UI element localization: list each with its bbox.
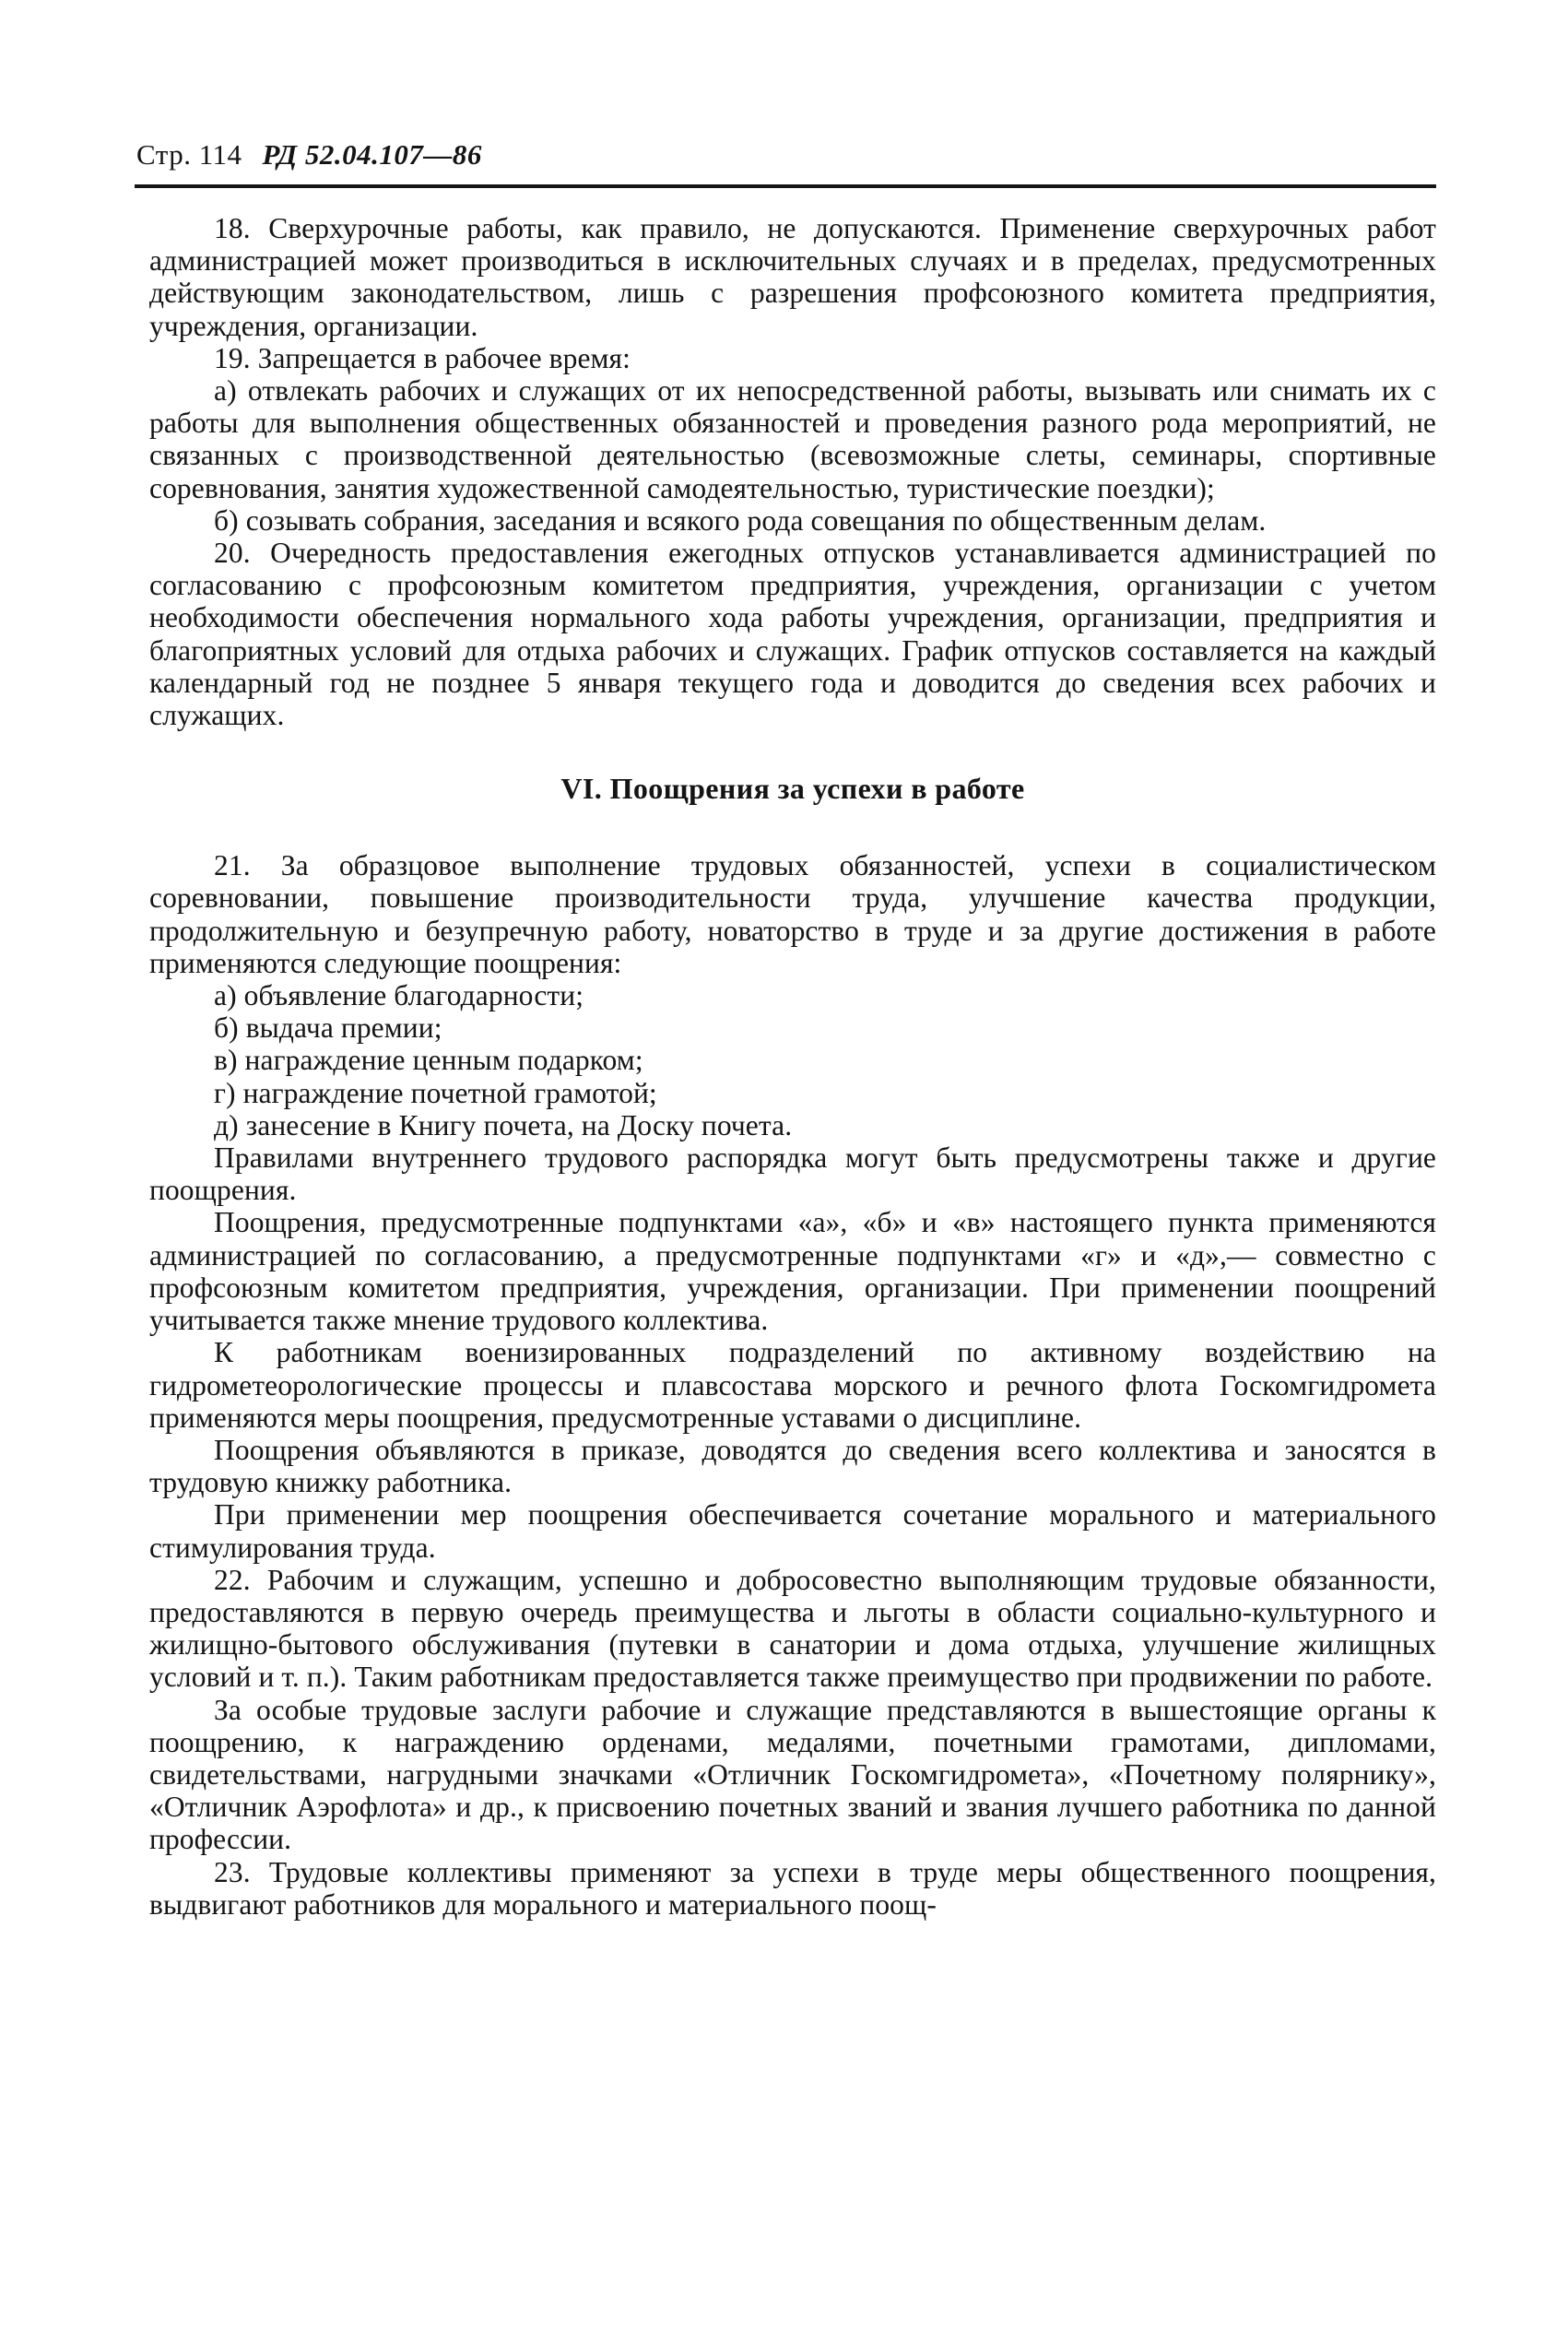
paragraph-18: 18. Сверхурочные работы, как правило, не допускаются. Применение сверхурочных работ администрацией может производиться в исключительных случаях и в пределах, предусмотренных действующим законодательством, лишь с разрешения профсоюзного комитета предприятия, учреждения, организации.: [149, 212, 1436, 342]
paragraph-incentive-approval: Поощрения, предусмотренные подпунктами «а», «б» и «в» настоящего пункта применяются администрацией по согласованию, а предусмотренные подпунктами «г» и «д»,— совместно с профсоюзным комитетом предприятия, учреждения, организации. При применении поощрений учитывается также мнение трудового коллектива.: [149, 1206, 1436, 1337]
document-code: РД 52.04.107—86: [262, 138, 482, 171]
paragraph-moral-material: При применении мер поощрения обеспечивается сочетание морального и материального стимулирования труда.: [149, 1498, 1436, 1564]
list-item: г) награждение почетной грамотой;: [214, 1076, 657, 1109]
paragraph-announcement: Поощрения объявляются в приказе, доводятся до сведения всего коллектива и заносятся в трудовую книжку работника.: [149, 1433, 1436, 1499]
paragraph-special-merits: За особые трудовые заслуги рабочие и служащие представляются в вышестоящие органы к поощрению, к награждению орденами, медалями, почетными грамотами, дипломами, свидетельствами, нагрудными значками «Отличник Госкомгидромета», «Почетному полярнику», «Отличник Аэрофлота» и др., к присвоению почетных званий и звания лучшего работника по данной профессии.: [149, 1693, 1436, 1856]
list-item: в) награждение ценным подарком;: [214, 1044, 643, 1077]
list-item: д) занесение в Книгу почета, на Доску почета.: [214, 1108, 793, 1141]
paragraph-19-a: а) отвлекать рабочих и служащих от их непосредственной работы, вызывать или снимать их с работы для выполнения общественных обязанностей и проведения разного рода мероприятий, не связанных с производственной деятельностью (всевозможные слеты, семинары, спортивные соревнования, занятия художественной самодеятельностью, туристические поездки);: [149, 374, 1436, 504]
paragraph-other-incentives: Правилами внутреннего трудового распорядка могут быть предусмотрены также и другие поощрения.: [149, 1141, 1436, 1207]
paragraph-19-b: б) созывать собрания, заседания и всякого рода совещания по общественным делам.: [214, 503, 1267, 537]
paragraph-20: 20. Очередность предоставления ежегодных отпусков устанавливается администрацией по согласованию с профсоюзным комитетом предприятия, учреждения, организации с учетом необходимости обеспечения нормального хода работы учреждения, организации, предприятия и благоприятных условий для отдыха рабочих и служащих. График отпусков составляется на каждый календарный год не позднее 5 января текущего года и доводится до сведения всех рабочих и служащих.: [149, 537, 1436, 732]
paragraph-22: 22. Рабочим и служащим, успешно и добросовестно выполняющим трудовые обязанности, предоставляются в первую очередь преимущества и льготы в области социально-культурного и жилищно-бытового обслуживания (путевки в санатории и дома отдыха, улучшение жилищных условий и т. п.). Таким работникам предоставляется также преимущество при продвижении по работе.: [149, 1563, 1436, 1694]
list-item: б) выдача премии;: [214, 1011, 442, 1045]
list-item: а) объявление благодарности;: [214, 979, 584, 1012]
paragraph-23: 23. Трудовые коллективы применяют за успехи в труде меры общественного поощрения, выдвигают работников для морального и материального поощ-: [149, 1855, 1436, 1921]
header-rule: [135, 184, 1436, 188]
page-number: Стр. 114: [136, 138, 242, 171]
paragraph-19: 19. Запрещается в рабочее время:: [214, 341, 631, 374]
document-body: [149, 212, 1436, 1921]
paragraph-paramilitary: К работникам военизированных подразделений по активному воздействию на гидрометеорологические процессы и плавсостава морского и речного флота Госкомгидромета применяются меры поощрения, предусмотренные уставами о дисциплине.: [149, 1336, 1436, 1434]
paragraph-21: 21. За образцовое выполнение трудовых обязанностей, успехи в социалистическом соревновании, повышение производительности труда, улучшение качества продукции, продолжительную и безупречную работу, новаторство в труде и за другие достижения в работе применяются следующие поощрения:: [149, 849, 1436, 979]
section-title: VI. Поощрения за успехи в работе: [560, 772, 1025, 806]
page-header: [136, 136, 482, 173]
